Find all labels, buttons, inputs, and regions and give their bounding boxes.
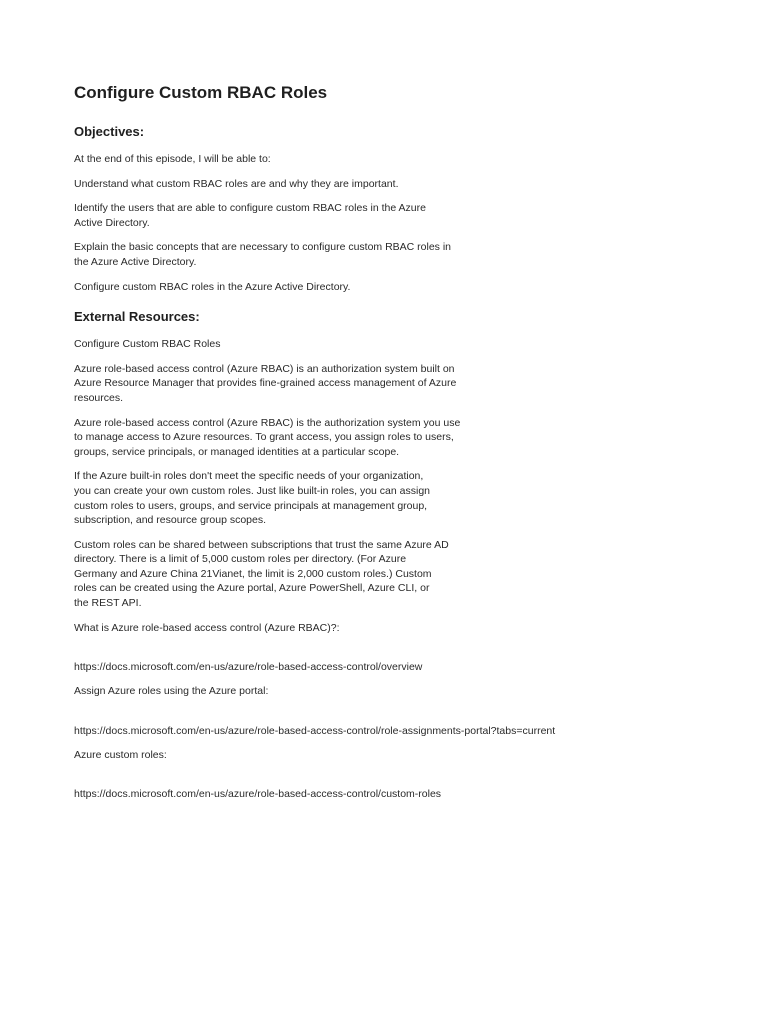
external-resources-section bbox=[74, 308, 728, 802]
link-row-custom-roles bbox=[74, 773, 728, 802]
objectives-heading: Objectives: bbox=[74, 124, 145, 139]
link-label-role-assignments-portal: Assign Azure roles using the Azure portal: bbox=[74, 685, 269, 698]
resources-subtitle: Configure Custom RBAC Roles bbox=[74, 338, 221, 351]
resources-paragraph: Azure role-based access control (Azure RBAC) is the authorization system you use to manage access to Azure resources. To grant access, you assign roles to users, groups, service principals, or managed identities at a particular scope. bbox=[74, 416, 461, 458]
document-title: Configure Custom RBAC Roles bbox=[74, 83, 328, 102]
objective-item: Configure custom RBAC roles in the Azure Active Directory. bbox=[74, 280, 351, 293]
link-row-rbac-overview bbox=[74, 645, 728, 674]
objectives-intro: At the end of this episode, I will be able to: bbox=[74, 153, 271, 165]
link-custom-roles[interactable]: https://docs.microsoft.com/en-us/azure/role-based-access-control/custom-roles bbox=[74, 788, 442, 801]
resources-paragraph: Custom roles can be shared between subscriptions that trust the same Azure AD directory. There is a limit of 5,000 custom roles per directory. (For Azure Germany and Azure China 21Vianet, the limit is 2,000 custom roles.) Custom roles can be created using the Azure portal, Azure PowerShell, Azure CLI, or the REST API. bbox=[74, 538, 449, 610]
objective-item: Identify the users that are able to configure custom RBAC roles in the Azure Active Directory. bbox=[74, 202, 426, 229]
resources-paragraph: If the Azure built-in roles don't meet the specific needs of your organization, you can create your own custom roles. Just like built-in roles, you can assign custom roles to users, groups, and service principals at management group, subscription, and resource group scopes. bbox=[74, 470, 431, 527]
external-resources-heading: External Resources: bbox=[74, 309, 200, 325]
link-rbac-overview[interactable]: https://docs.microsoft.com/en-us/azure/role-based-access-control/overview bbox=[74, 660, 423, 673]
objective-item: Understand what custom RBAC roles are and why they are important. bbox=[74, 177, 399, 190]
link-label-custom-roles: Azure custom roles: bbox=[74, 749, 167, 762]
link-role-assignments-portal[interactable]: https://docs.microsoft.com/en-us/azure/role-based-access-control/role-assignments-portal?tabs=current bbox=[74, 724, 556, 737]
objectives-section bbox=[74, 123, 728, 294]
objective-item: Explain the basic concepts that are necessary to configure custom RBAC roles in the Azure Active Directory. bbox=[74, 241, 452, 268]
resources-paragraph: Azure role-based access control (Azure RBAC) is an authorization system built on Azure Resource Manager that provides fine-grained access management of Azure resources. bbox=[74, 362, 457, 404]
link-label-rbac-overview: What is Azure role-based access control (Azure RBAC)?: bbox=[74, 621, 340, 634]
link-row-role-assignments-portal bbox=[74, 709, 728, 738]
